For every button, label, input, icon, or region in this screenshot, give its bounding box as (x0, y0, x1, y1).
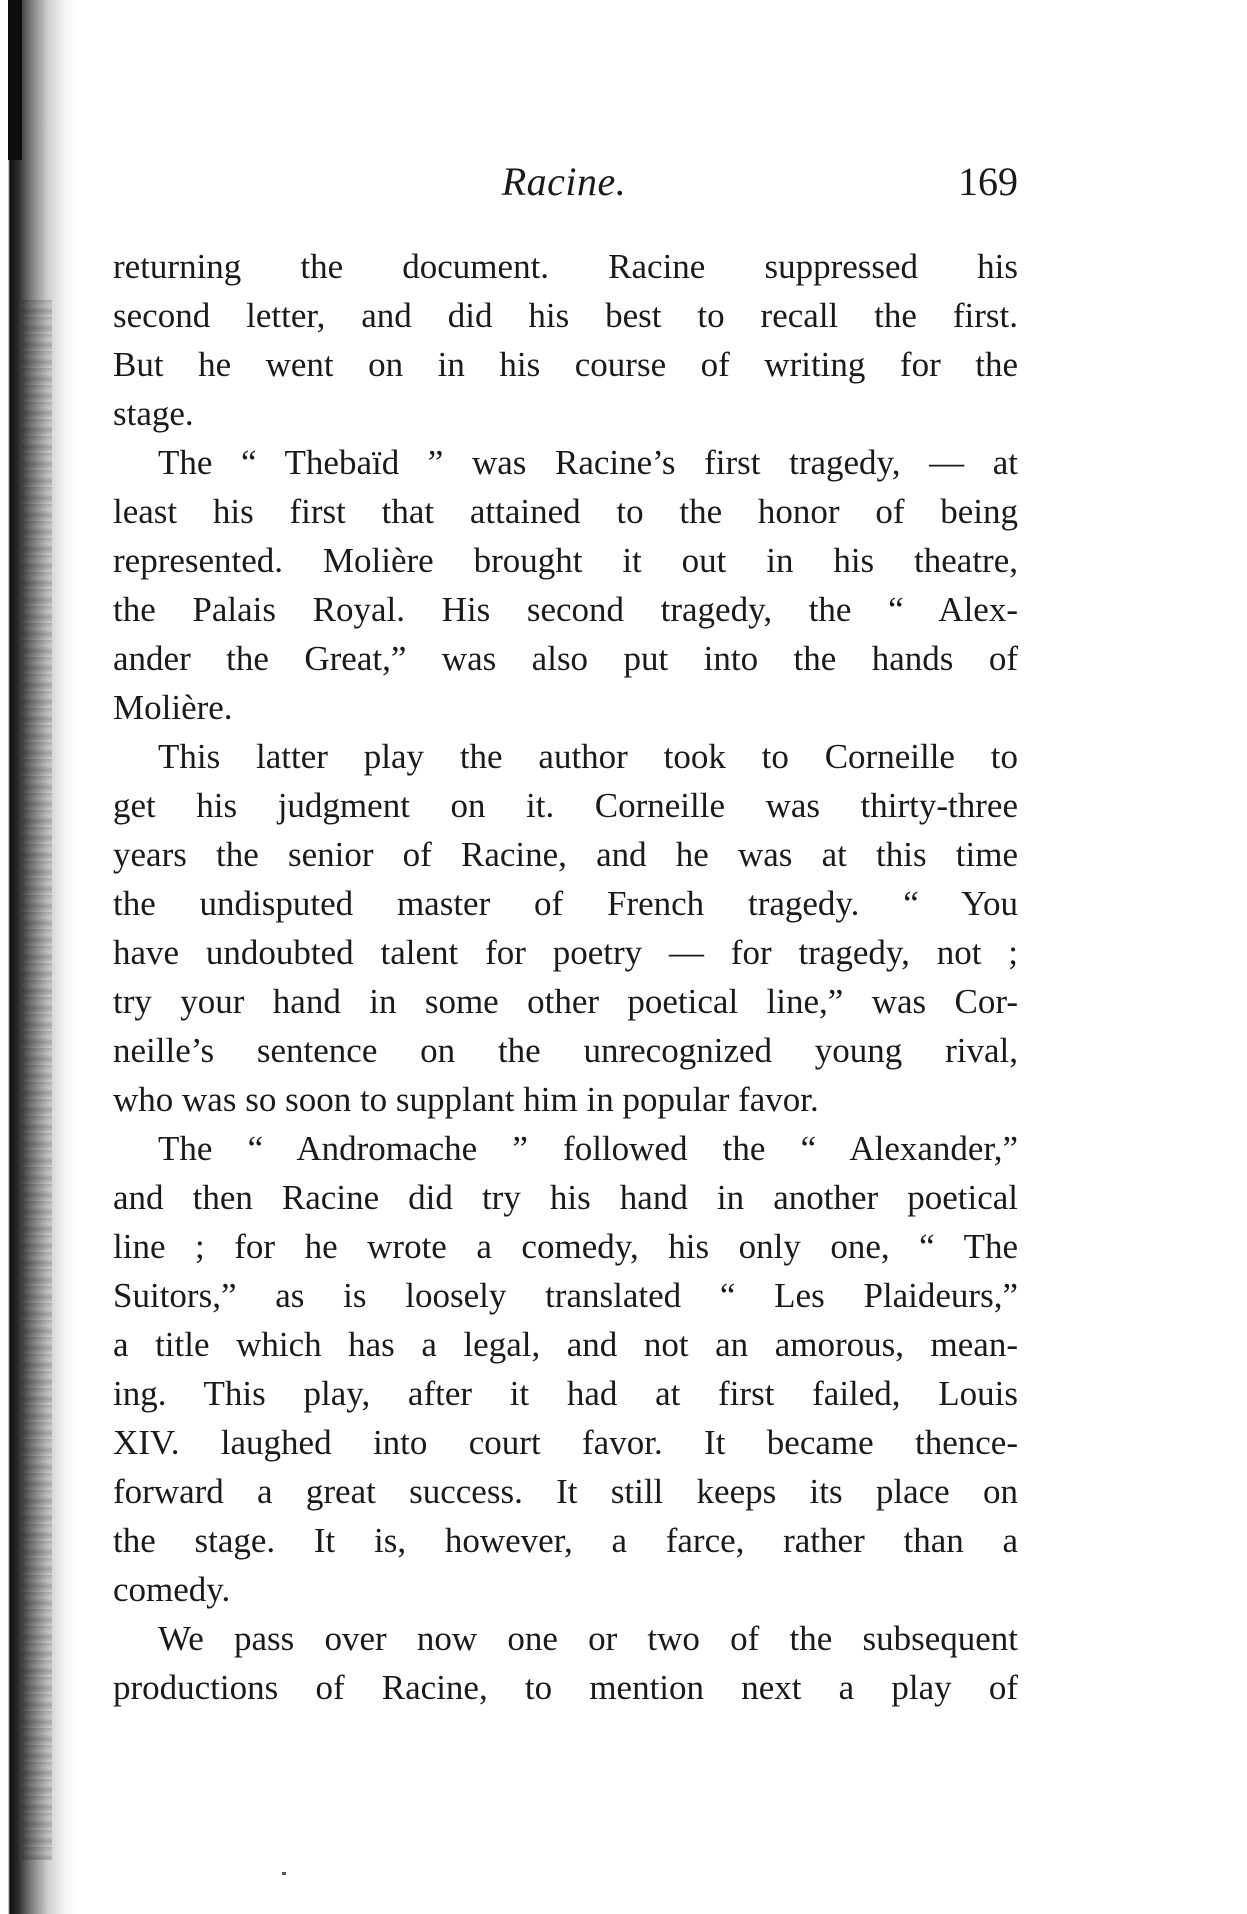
text-line: represented. Molière brought it out in his theatre, (113, 541, 1018, 580)
text-line: But he went on in his course of writing for the (113, 345, 1018, 384)
text-line: ing. This play, after it had at first failed, Louis (113, 1374, 1018, 1413)
paragraph (113, 438, 1018, 732)
text-line: least his first that attained to the honor of being (113, 492, 1018, 531)
text-line: returning the document. Racine suppressed his (113, 247, 1018, 286)
page-header (110, 158, 1018, 218)
text-line: Molière. (113, 688, 233, 727)
paragraph (113, 1124, 1018, 1614)
text-line: the undisputed master of French tragedy. “ You (113, 884, 1018, 923)
binding-shadow (8, 0, 22, 160)
text-line: have undoubted talent for poetry — for tragedy, not ; (113, 933, 1018, 972)
text-line: This latter play the author took to Corneille to (158, 737, 1018, 776)
text-line: neille’s sentence on the unrecognized young rival, (113, 1031, 1018, 1070)
paragraph (113, 242, 1018, 438)
text-line: a title which has a legal, and not an amorous, mean- (113, 1325, 1018, 1364)
text-line: comedy. (113, 1570, 231, 1609)
text-line: XIV. laughed into court favor. It became thence- (113, 1423, 1018, 1462)
text-line: productions of Racine, to mention next a play of (113, 1668, 1018, 1707)
text-line: stage. (113, 394, 194, 433)
print-speck (282, 1872, 286, 1875)
text-line: and then Racine did try his hand in another poetical (113, 1178, 1018, 1217)
text-line: The “ Thebaïd ” was Racine’s first tragedy, — at (158, 443, 1018, 482)
text-line: the Palais Royal. His second tragedy, the “ Alex- (113, 590, 1018, 629)
paragraph (113, 732, 1018, 1124)
body-text (113, 242, 1018, 1712)
running-title: Racine. (501, 159, 627, 204)
paragraph (113, 1614, 1018, 1712)
text-line: line ; for he wrote a comedy, his only one, “ The (113, 1227, 1018, 1266)
text-line: try your hand in some other poetical line,” was Cor- (113, 982, 1018, 1021)
text-line: get his judgment on it. Corneille was thirty-three (113, 786, 1018, 825)
text-line: years the senior of Racine, and he was at this time (113, 835, 1018, 874)
text-line: ander the Great,” was also put into the hands of (113, 639, 1018, 678)
binding-texture (22, 300, 52, 1860)
page-number: 169 (958, 159, 1018, 204)
text-line: who was so soon to supplant him in popular favor. (113, 1080, 819, 1119)
text-line: second letter, and did his best to recall the first. (113, 296, 1018, 335)
text-line: The “ Andromache ” followed the “ Alexander,” (158, 1129, 1018, 1168)
text-line: Suitors,” as is loosely translated “ Les Plaideurs,” (113, 1276, 1018, 1315)
text-line: We pass over now one or two of the subsequent (158, 1619, 1018, 1658)
text-line: forward a great success. It still keeps its place on (113, 1472, 1018, 1511)
text-line: the stage. It is, however, a farce, rather than a (113, 1521, 1018, 1560)
